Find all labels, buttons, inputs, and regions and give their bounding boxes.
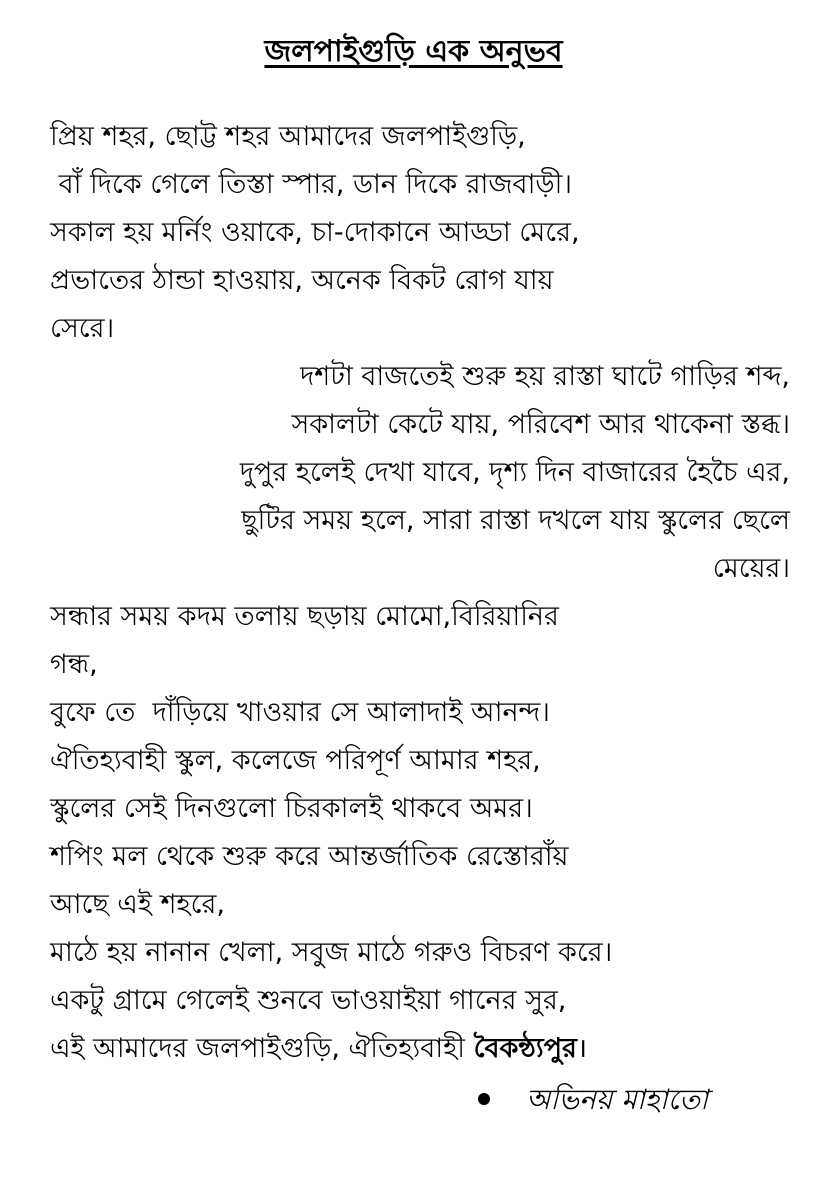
poem-line: প্রিয় শহর, ছোট্ট শহর আমাদের জলপাইগুড়ি, [50,121,526,152]
poem-line: শপিং মল থেকে শুরু করে আন্তর্জাতিক রেস্তোরাঁয় [50,841,569,872]
poem-line: আছে এই শহরে, [50,889,225,920]
poem-line: সন্ধার সময় কদম তলায় ছড়ায় মোমো,বিরিয়ানির [50,601,559,632]
poem-line: গন্ধ, [50,649,98,680]
poem-line: সেরে। [50,313,115,344]
poem-line: দশটা বাজতেই শুরু হয় রাস্তা ঘাটে গাড়ির শব্দ, [300,361,790,392]
poem-last-line-prefix: এই আমাদের জলপাইগুড়ি, ঐতিহ্যবাহী [50,1033,474,1064]
poem-line: একটু গ্রামে গেলেই শুনবে ভাওয়াইয়া গানের সুর, [50,985,567,1016]
author-name: অভিনয় মাহাতো [526,1083,709,1116]
poem-line: প্রভাতের ঠান্ডা হাওয়ায়, অনেক বিকট রোগ যায় [50,265,554,296]
poem-last-line [50,1025,790,1073]
poem-line: ছুটির সময় হলে, সারা রাস্তা দখলে যায় স্কুলের ছেলে [241,505,790,536]
poem-line: বাঁ দিকে গেলে তিস্তা স্পার, ডান দিকে রাজবাড়ী। [50,169,573,200]
poem-last-line-suffix: । [576,1033,588,1064]
poem-line: সকাল হয় মর্নিং ওয়াকে, চা-দোকানে আড্ডা মেরে, [50,217,580,248]
poem-line: সকালটা কেটে যায়, পরিবেশ আর থাকেনা স্তব্ধ। [291,409,790,440]
poem-body [50,113,790,1073]
poem-line: দুপুর হলেই দেখা যাবে, দৃশ্য দিন বাজারের হৈচৈ এর, [239,457,790,488]
poem-line: বুফে তে দাঁড়িয়ে খাওয়ার সে আলাদাই আনন্দ। [50,697,550,728]
poem-line: মাঠে হয় নানান খেলা, সবুজ মাঠে গরুও বিচরণ করে। [50,937,613,968]
poem-line: ঐতিহ্যবাহী স্কুল, কলেজে পরিপূর্ণ আমার শহর, [50,745,541,776]
poem-line: স্কুলের সেই দিনগুলো চিরকালই থাকবে অমর। [50,793,533,824]
poem-line: মেয়ের। [712,553,790,584]
author-signature [478,1078,708,1122]
poem-title: জলপাইগুড়ি এক অনুভব [264,34,563,69]
poem-last-line-bold: বৈকন্ঠ্যপুর [473,1033,577,1064]
bullet-icon [478,1093,490,1105]
